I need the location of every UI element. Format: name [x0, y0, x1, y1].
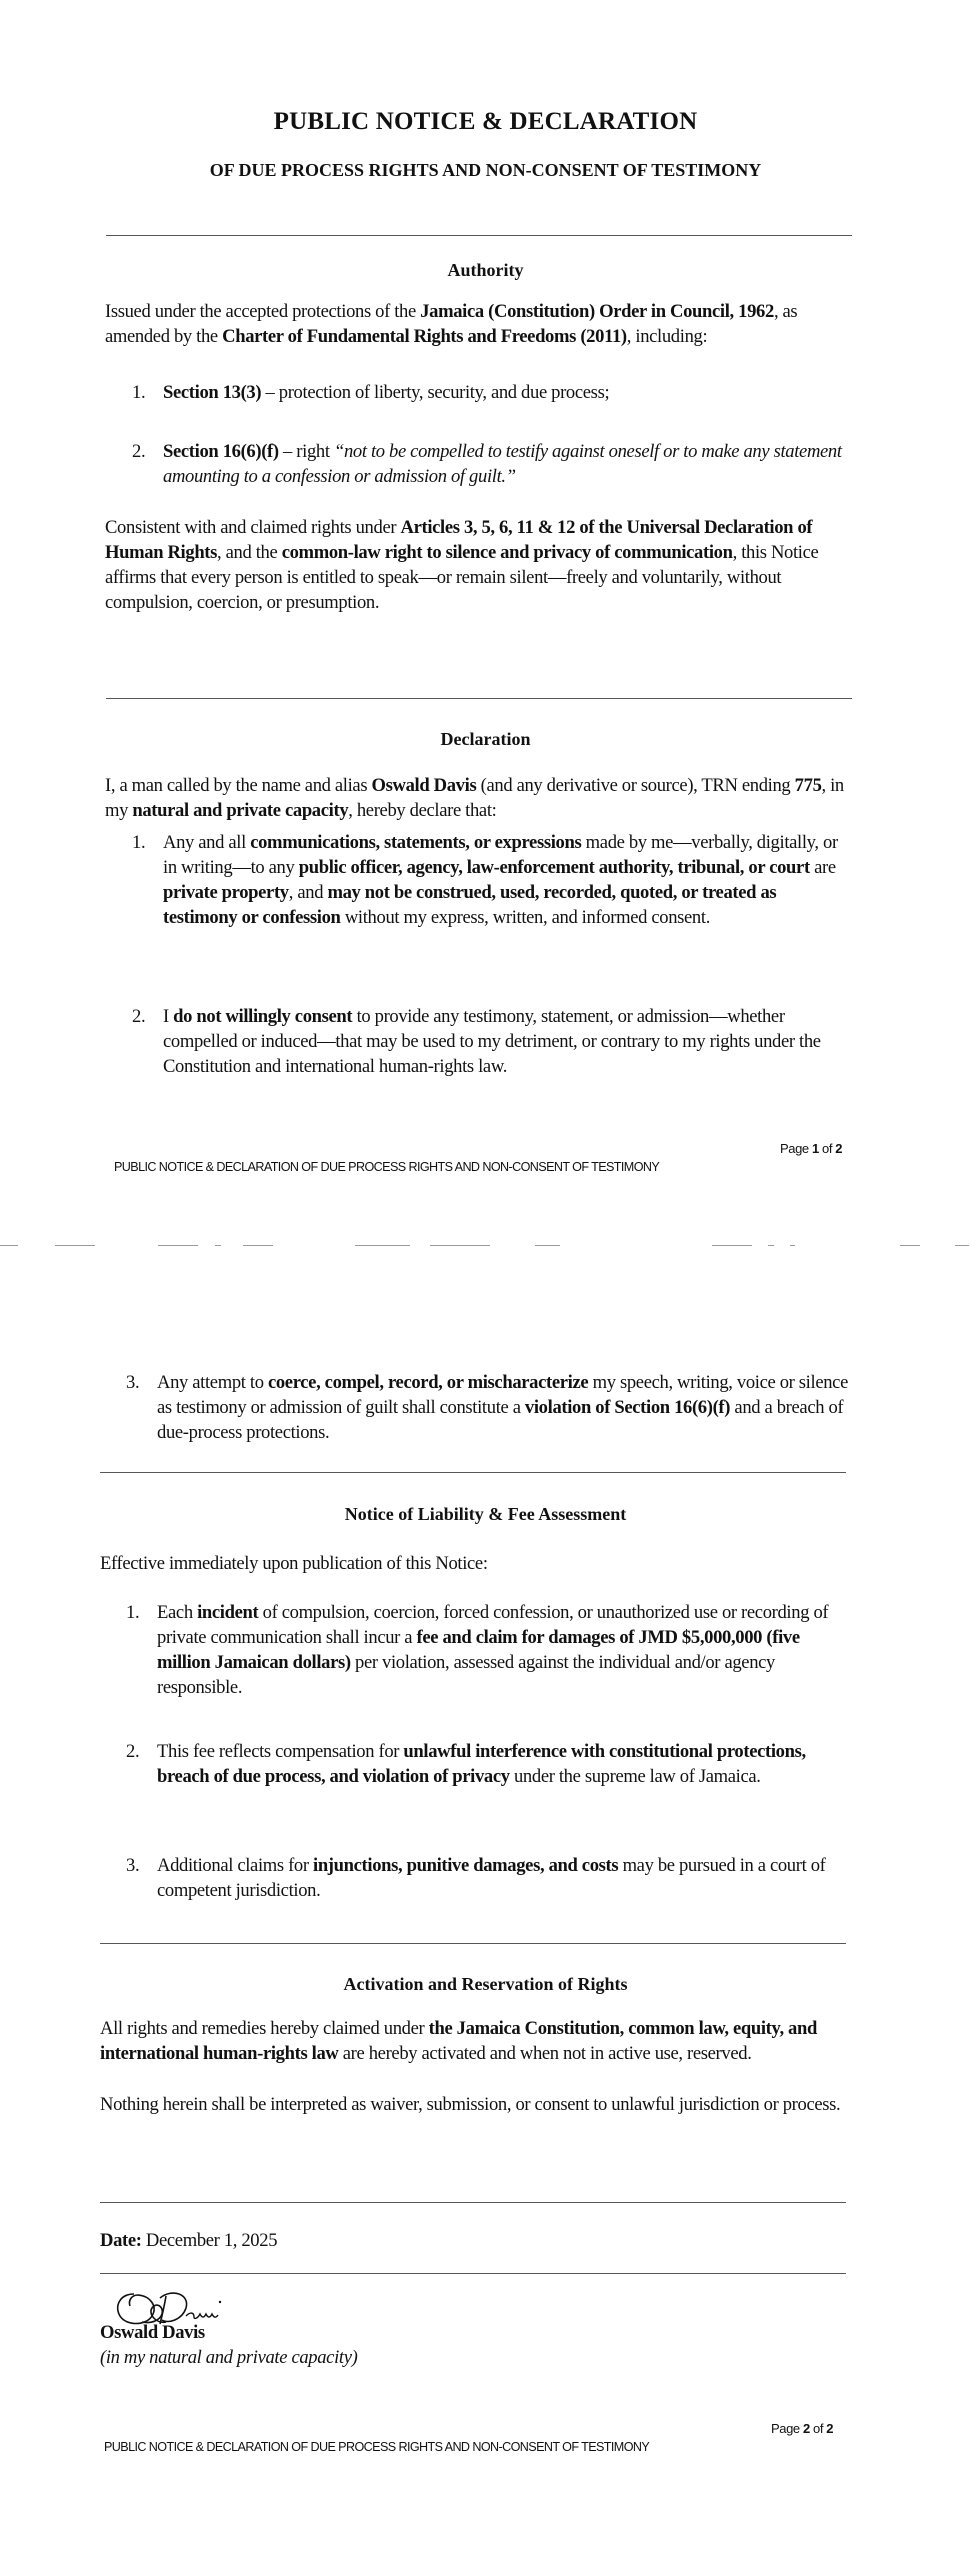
section-divider: [106, 698, 852, 699]
authority-intro: Issued under the accepted protections of the Jamaica (Constitution) Order in Council, 1962, as amended by the Charter of Fundamental Rights and Freedoms (2011), including:: [105, 301, 798, 347]
section-heading-activation: Activation and Reservation of Rights: [343, 1974, 628, 1994]
section-divider: [100, 1472, 846, 1473]
liability-intro: Effective immediately upon publication of this Notice:: [100, 1553, 488, 1574]
date-line: Date: December 1, 2025: [100, 2230, 278, 2251]
section-divider: [100, 2273, 846, 2274]
declaration-intro: I, a man called by the name and alias Oswald Davis (and any derivative or source), TRN ending 775, in my natural and private capacity, hereby declare that:: [105, 775, 844, 821]
authority-closing: Consistent with and claimed rights under Articles 3, 5, 6, 11 & 12 of the Universal Declaration of Human Rights, and the common-law right to silence and privacy of communication, this Notice affirms that every person is entitled to speak—or remain silent—freely and voluntarily, without compulsion, coercion, or presumption.: [105, 517, 819, 613]
document-subtitle: OF DUE PROCESS RIGHTS AND NON-CONSENT OF TESTIMONY: [209, 160, 762, 180]
declaration-item-1: 1. Any and all communications, statements, or expressions made by me—verbally, digitally, or in writing—to any public officer, agency, law-enforcement authority, tribunal, or court are private property, and may not be construed, used, recorded, quoted, or treated as testimony or confession without my express, written, and informed consent.: [132, 832, 838, 928]
section-divider: [100, 2202, 846, 2203]
section-heading-liability: Notice of Liability & Fee Assessment: [344, 1504, 627, 1524]
activation-paragraph-1: All rights and remedies hereby claimed under the Jamaica Constitution, common law, equity, and international human-rights law are hereby activated and when not in active use, reserved.: [100, 2018, 817, 2064]
page-number-1: Page 1 of 2: [780, 1141, 843, 1156]
section-divider: [106, 235, 852, 236]
activation-paragraph-2: Nothing herein shall be interpreted as waiver, submission, or consent to unlawful jurisdiction or process.: [100, 2094, 841, 2115]
signatory-capacity: (in my natural and private capacity): [100, 2347, 358, 2368]
section-divider: [100, 1943, 846, 1944]
liability-item-3: 3. Additional claims for injunctions, punitive damages, and costs may be pursued in a court of competent jurisdiction.: [126, 1855, 826, 1901]
signatory-name: Oswald Davis: [100, 2322, 205, 2343]
running-footer-1: PUBLIC NOTICE & DECLARATION OF DUE PROCESS RIGHTS AND NON-CONSENT OF TESTIMONY: [114, 1160, 660, 1174]
authority-item-2: 2. Section 16(6)(f) – right “not to be compelled to testify against oneself or to make any statement amounting to a confession or admission of guilt.”: [132, 441, 842, 487]
authority-item-1: 1. Section 13(3) – protection of liberty, security, and due process;: [132, 382, 610, 403]
section-heading-declaration: Declaration: [440, 729, 531, 749]
document-title: PUBLIC NOTICE & DECLARATION: [273, 108, 698, 135]
declaration-item-3: 3. Any attempt to coerce, compel, record, or mischaracterize my speech, writing, voice or silence as testimony or admission of guilt shall constitute a violation of Section 16(6)(f) and a breach of due-process protections.: [126, 1372, 848, 1443]
page-number-2: Page 2 of 2: [771, 2421, 834, 2436]
liability-item-1: 1. Each incident of compulsion, coercion, forced confession, or unauthorized use or recording of private communication shall incur a fee and claim for damages of JMD $5,000,000 (five million Jamaican dollars) per violation, assessed against the individual and/or agency responsible.: [126, 1602, 829, 1698]
liability-item-2: 2. This fee reflects compensation for unlawful interference with constitutional protections, breach of due process, and violation of privacy under the supreme law of Jamaica.: [126, 1741, 806, 1787]
declaration-item-2: 2. I do not willingly consent to provide any testimony, statement, or admission—whether compelled or induced—that may be used to my detriment, or contrary to my rights under the Constitution and international human-rights law.: [132, 1006, 821, 1077]
page-break: [0, 1245, 971, 1247]
running-footer-2: PUBLIC NOTICE & DECLARATION OF DUE PROCESS RIGHTS AND NON-CONSENT OF TESTIMONY: [104, 2440, 650, 2454]
section-heading-authority: Authority: [447, 260, 524, 280]
